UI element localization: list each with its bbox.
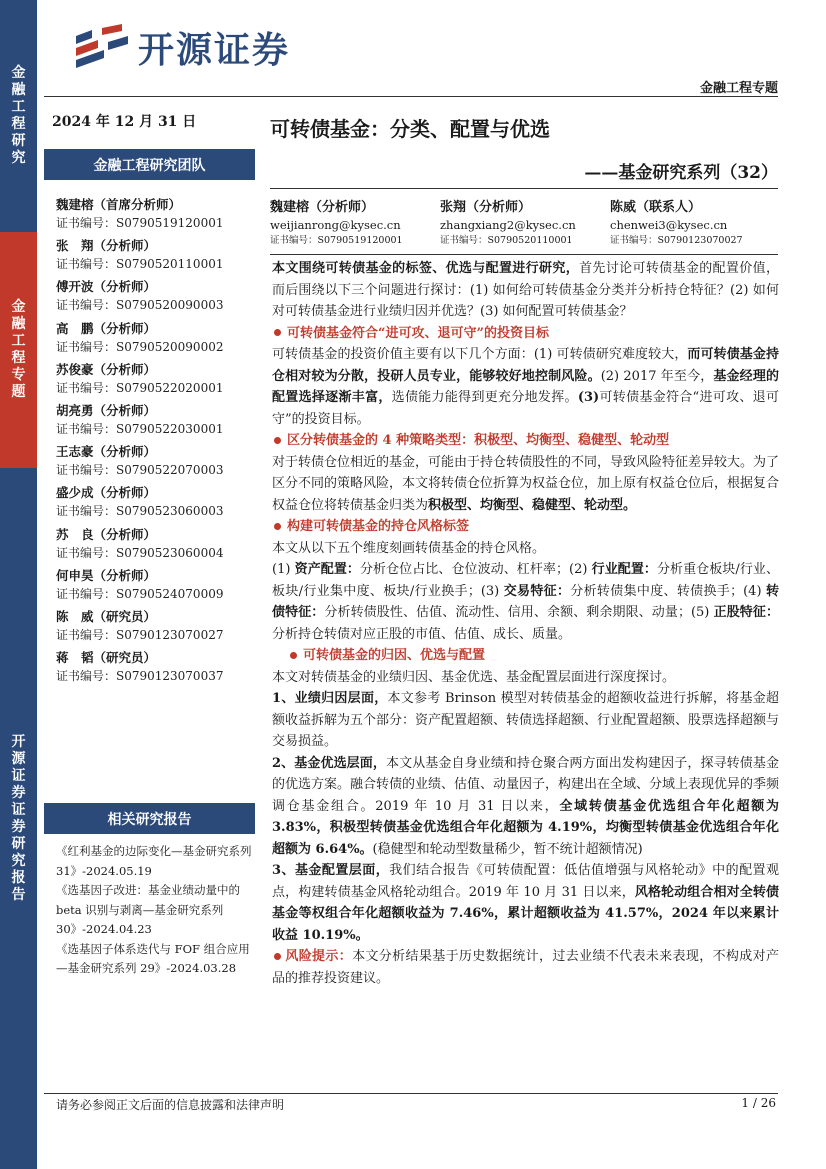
s2-a: 对于转债仓位相近的基金，可能由于持仓转债股性的不同，导致风险特征差异较大。为了区分不同的策略风险，本文将转债仓位折算为权益仓位，加上原有权益仓位后，根据复合权益仓位将转债基金归类为 bbox=[272, 454, 780, 513]
author-block bbox=[270, 198, 780, 248]
page-title: 可转债基金：分类、配置与优选 bbox=[270, 117, 550, 141]
side-bar-middle-text: 金融工程专题 bbox=[11, 299, 26, 400]
section-4-item-2 bbox=[272, 753, 779, 861]
analyst-cert: 证书编号：S0790523060003 bbox=[56, 504, 224, 519]
analyst-entry bbox=[56, 442, 256, 483]
intro-text: 首先讨论可转债基金的配置价值，而后围绕以下三个问题进行探讨：(1) 如何给可转债基金分类并分析持仓特征？(2) 如何对可转债基金进行业绩归因并优选？(3) 如何配置可转债基金？ bbox=[272, 261, 779, 319]
series-subtitle: ——基金研究系列（32） bbox=[584, 163, 778, 183]
s1-b: 而可转债基金持仓相对较为分散，投研人员专业，能够较好地控制风险。 bbox=[272, 347, 779, 384]
s4-2d: (稳健型和轮动型数量稀少，暂不统计超额情况) bbox=[372, 841, 643, 857]
s3-b5: 分析重仓板块/行业、板块/行业集中度、板块/行业换手；(3) bbox=[272, 562, 779, 599]
analyst-cert: 证书编号：S0790123070037 bbox=[56, 669, 224, 684]
author-email[interactable]: chenwei3@kysec.cn bbox=[610, 218, 728, 232]
s3-b2: 资产配置： bbox=[294, 562, 360, 577]
section-4-item-1 bbox=[272, 688, 779, 753]
title-divider bbox=[270, 188, 778, 189]
intro-bold: 本文围绕可转债基金的标签、优选与配置进行研究， bbox=[272, 261, 580, 276]
analyst-entry bbox=[56, 648, 256, 689]
side-bar-bottom bbox=[0, 468, 37, 1169]
author-email[interactable]: zhangxiang2@kysec.cn bbox=[440, 218, 576, 232]
s3-b9: 分析转债股性、估值、流动性、信用、余额、剩余期限、动量；(5) bbox=[324, 605, 714, 620]
side-bar-middle bbox=[0, 232, 37, 468]
author-entry bbox=[610, 198, 780, 248]
s3-b11: 分析持仓转债对应正股的市值、估值、成长、质量。 bbox=[272, 626, 572, 642]
analyst-name: 蒋 韬（研究员） bbox=[56, 650, 157, 666]
author-entry bbox=[440, 198, 610, 248]
analyst-name: 胡亮勇（分析师） bbox=[56, 402, 157, 418]
risk-text: 本文分析结果基于历史数据统计，过去业绩不代表未来表现，不构成对产品的推荐投资建议。 bbox=[272, 949, 779, 986]
analyst-cert: 证书编号：S0790522020001 bbox=[56, 380, 224, 395]
author-cert: 证书编号：S0790520110001 bbox=[440, 235, 573, 246]
author-entry bbox=[270, 198, 440, 248]
section-4-title-text: 可转债基金的归因、优选与配置 bbox=[303, 648, 486, 663]
summary-body bbox=[272, 258, 779, 989]
analyst-name: 苏俊豪（分析师） bbox=[56, 361, 157, 377]
related-reports-heading: 相关研究报告 bbox=[44, 803, 255, 834]
page-number: 1 / 26 bbox=[741, 1096, 776, 1110]
author-cert: 证书编号：S0790519120001 bbox=[270, 235, 403, 246]
s3-b8: 转债特征： bbox=[272, 583, 779, 620]
s3-b1: (1) bbox=[272, 562, 295, 577]
analyst-name: 盛少成（分析师） bbox=[56, 485, 157, 501]
analyst-cert: 证书编号：S0790123070027 bbox=[56, 627, 224, 642]
s1-g: 可转债基金符合“进可攻、退可守”的投资目标。 bbox=[272, 390, 779, 427]
s4-1b: 本文参考 Brinson 模型对转债基金的超额收益进行拆解，将基金超额收益拆解为五个部分：资产配置超额、转债选择超额、行业配置超额、股票选择超额与交易损益。 bbox=[272, 691, 780, 749]
author-email[interactable]: weijianrong@kysec.cn bbox=[270, 218, 401, 232]
analyst-entry bbox=[56, 607, 256, 648]
analyst-name: 张 翔（分析师） bbox=[56, 238, 157, 254]
related-report-item[interactable]: 《选基因子改进：基金业绩动量中的 beta 识别与剥离—基金研究系列 30》-2024.04.23 bbox=[56, 883, 240, 936]
section-1-title-text: 可转债基金符合“进可攻、退可守”的投资目标 bbox=[287, 325, 549, 341]
analyst-entry bbox=[56, 277, 256, 318]
analyst-cert: 证书编号：S0790522070003 bbox=[56, 463, 224, 478]
analyst-cert: 证书编号：S0790519120001 bbox=[56, 216, 224, 230]
s3-b10: 正股特征： bbox=[713, 605, 779, 620]
analyst-name: 傅开波（分析师） bbox=[56, 279, 157, 295]
s3-b3: 分析仓位占比、仓位波动、杠杆率；(2) bbox=[359, 562, 592, 577]
section-4-paragraph: 本文对转债基金的业绩归因、基金优选、基金配置层面进行深度探讨。 bbox=[272, 669, 676, 685]
related-report-item[interactable]: 《红利基金的边际变化—基金研究系列 31》-2024.05.19 bbox=[56, 844, 252, 878]
s3-b4: 行业配置： bbox=[591, 562, 657, 577]
section-2-title-text: 区分转债基金的 4 种策略类型：积极型、均衡型、稳健型、轮动型 bbox=[287, 433, 670, 448]
bullet-icon bbox=[274, 329, 281, 336]
section-3-title-text: 构建可转债基金的持仓风格标签 bbox=[287, 519, 470, 534]
analyst-list bbox=[56, 195, 256, 689]
s2-b: 积极型、均衡型、稳健型、轮动型。 bbox=[428, 497, 637, 513]
s1-a: 可转债基金的投资价值主要有以下几个方面：(1) 可转债研究难度较大， bbox=[272, 347, 688, 362]
s4-3c: 风格轮动组合相对全转债基金等权组合年化超额收益为 7.46%，累计超额收益为 41.57%，2024 年以来累计收益 10.19%。 bbox=[272, 884, 779, 943]
side-bar-top bbox=[0, 0, 37, 232]
analyst-entry bbox=[56, 236, 256, 277]
analyst-cert: 证书编号：S0790522030001 bbox=[56, 421, 224, 436]
footer-divider bbox=[44, 1093, 778, 1094]
author-name: 张翔（分析师） bbox=[440, 200, 532, 215]
analyst-name: 何申昊（分析师） bbox=[56, 567, 157, 583]
analyst-entry bbox=[56, 319, 256, 360]
author-cert: 证书编号：S0790123070027 bbox=[610, 235, 743, 246]
analyst-cert: 证书编号：S0790524070009 bbox=[56, 586, 224, 601]
analyst-entry bbox=[56, 483, 256, 524]
bullet-icon bbox=[274, 953, 281, 960]
s4-1a: 1、业绩归因层面， bbox=[272, 691, 388, 706]
analyst-cert: 证书编号：S0790520090003 bbox=[56, 298, 224, 313]
s1-c: (2) 2017 年至今， bbox=[600, 368, 714, 384]
s1-f: (3) bbox=[577, 390, 600, 405]
analyst-name: 王志豪（分析师） bbox=[56, 444, 157, 460]
company-logo bbox=[72, 22, 290, 73]
report-category: 金融工程专题 bbox=[699, 81, 778, 96]
s3-b6: 交易特征： bbox=[503, 583, 571, 599]
logo-text: 开源证券 bbox=[138, 30, 291, 71]
s4-2c: 全域转债基金优选组合年化超额为 3.83%，积极型转债基金优选组合年化超额为 4.19%，均衡型转债基金优选组合年化超额为 6.64%。 bbox=[272, 798, 779, 857]
analyst-name: 高 鹏（分析师） bbox=[56, 320, 157, 336]
s3-b7: 分析转债集中度、转债换手；(4) bbox=[570, 583, 766, 599]
section-3-paragraph-b bbox=[272, 559, 779, 645]
analyst-cert: 证书编号：S0790520090002 bbox=[56, 339, 224, 354]
section-4-title bbox=[272, 645, 779, 667]
risk-label: 风险提示： bbox=[285, 949, 353, 964]
intro-paragraph bbox=[272, 258, 779, 323]
analyst-entry bbox=[56, 525, 256, 566]
side-bar-bottom-text: 开源证券证券研究报告 bbox=[11, 733, 26, 903]
bullet-icon bbox=[290, 652, 297, 659]
analyst-name: 陈 威（研究员） bbox=[56, 608, 157, 624]
related-report-list bbox=[56, 842, 256, 979]
side-bar-top-text: 金融工程研究 bbox=[11, 65, 26, 166]
report-date: 2024 年 12 月 31 日 bbox=[52, 114, 197, 130]
author-divider bbox=[270, 254, 778, 255]
related-report-item[interactable]: 《选基因子体系迭代与 FOF 组合应用—基金研究系列 29》-2024.03.28 bbox=[56, 941, 250, 975]
section-3-paragraph-a: 本文从以下五个维度刻画转债基金的持仓风格。 bbox=[272, 540, 546, 556]
analyst-entry bbox=[56, 360, 256, 401]
analyst-name: 苏 良（分析师） bbox=[56, 526, 157, 542]
s4-3b: 我们结合报告《可转债配置：低估值增强与风格轮动》中的配置观点，构建转债基金风格轮动组合。2019 年 10 月 31 日以来， bbox=[272, 863, 779, 900]
risk-warning bbox=[272, 946, 779, 989]
author-name: 魏建榕（分析师） bbox=[270, 200, 375, 215]
analyst-name: 魏建榕（首席分析师） bbox=[56, 197, 182, 212]
section-3-title bbox=[272, 516, 779, 538]
section-1-paragraph bbox=[272, 344, 779, 430]
s1-d: 基金经理的配置选择逐渐丰富， bbox=[272, 368, 779, 405]
s4-3a: 3、基金配置层面， bbox=[272, 863, 390, 878]
bullet-icon bbox=[274, 437, 281, 444]
analyst-cert: 证书编号：S0790523060004 bbox=[56, 545, 224, 560]
section-1-title bbox=[272, 323, 779, 345]
section-2-paragraph bbox=[272, 452, 779, 517]
section-4-item-3 bbox=[272, 860, 779, 946]
bullet-icon bbox=[274, 523, 281, 530]
analyst-entry bbox=[56, 566, 256, 607]
analyst-entry bbox=[56, 195, 256, 236]
s4-2b: 本文从基金自身业绩和持仓聚合两方面出发构建因子，探寻转债基金的优选方案。融合转债的业绩、估值、动量因子，构建出在全域、分域上表现优异的季频调仓基金组合。2019 年 10 月 31 日以来， bbox=[272, 755, 780, 814]
header-divider bbox=[44, 96, 778, 97]
footer-disclaimer: 请务必参阅正文后面的信息披露和法律声明 bbox=[56, 1098, 285, 1112]
s1-e: 选债能力能得到更充分地发挥。 bbox=[391, 390, 578, 405]
s4-2a: 2、基金优选层面， bbox=[272, 755, 386, 771]
analyst-cert: 证书编号：S0790520110001 bbox=[56, 257, 224, 272]
logo-mark-icon bbox=[72, 24, 130, 72]
section-2-title bbox=[272, 430, 779, 452]
analyst-entry bbox=[56, 401, 256, 442]
team-heading: 金融工程研究团队 bbox=[44, 149, 255, 180]
author-name: 陈威（联系人） bbox=[610, 200, 702, 215]
